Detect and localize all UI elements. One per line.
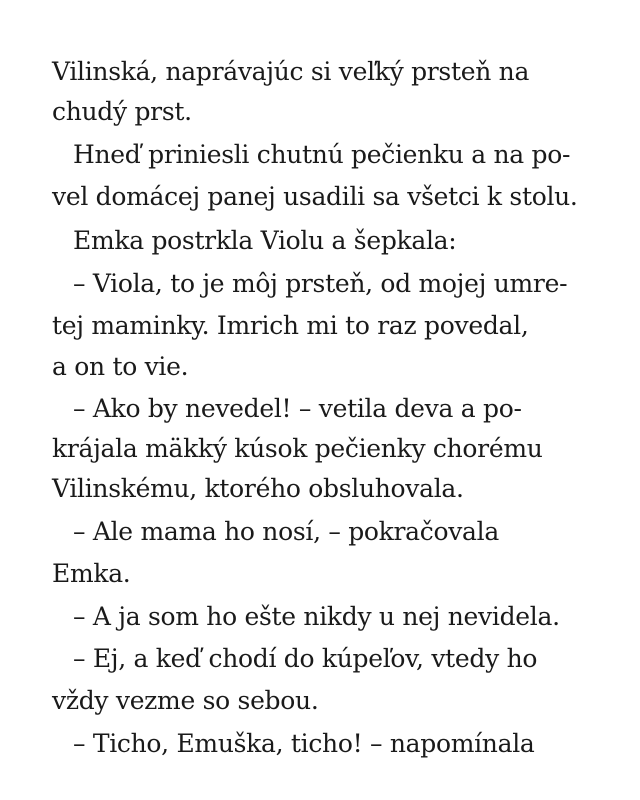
text-line: Vilinská, naprávajúc si veľký prsteň na [52, 57, 530, 86]
text-line: Emka postrkla Violu a šepkala: [73, 226, 457, 255]
text-line: – A ja som ho ešte nikdy u nej nevidela. [73, 602, 560, 631]
text-line: – Ej, a keď chodí do kúpeľov, vtedy ho [73, 644, 538, 673]
text-line: vždy vezme so sebou. [52, 686, 319, 715]
text-line: a on to vie. [52, 352, 189, 381]
text-line: Hneď priniesli chutnú pečienku a na po- [73, 140, 571, 169]
text-line: – Ticho, Emuška, ticho! – napomínala [73, 729, 535, 758]
text-line: Emka. [52, 559, 131, 588]
text-line: vel domácej panej usadili sa všetci k stolu. [52, 182, 578, 211]
text-line: tej maminky. Imrich mi to raz povedal, [52, 311, 529, 340]
text-line: Vilinskému, ktorého obsluhovala. [52, 474, 464, 503]
text-line: – Ale mama ho nosí, – pokračovala [73, 517, 499, 546]
text-line: – Ako by nevedel! – vetila deva a po- [73, 394, 522, 423]
text-line: – Viola, to je môj prsteň, od mojej umre- [73, 269, 568, 298]
text-line: chudý prst. [52, 97, 192, 126]
text-line: krájala mäkký kúsok pečienky chorému [52, 434, 543, 463]
